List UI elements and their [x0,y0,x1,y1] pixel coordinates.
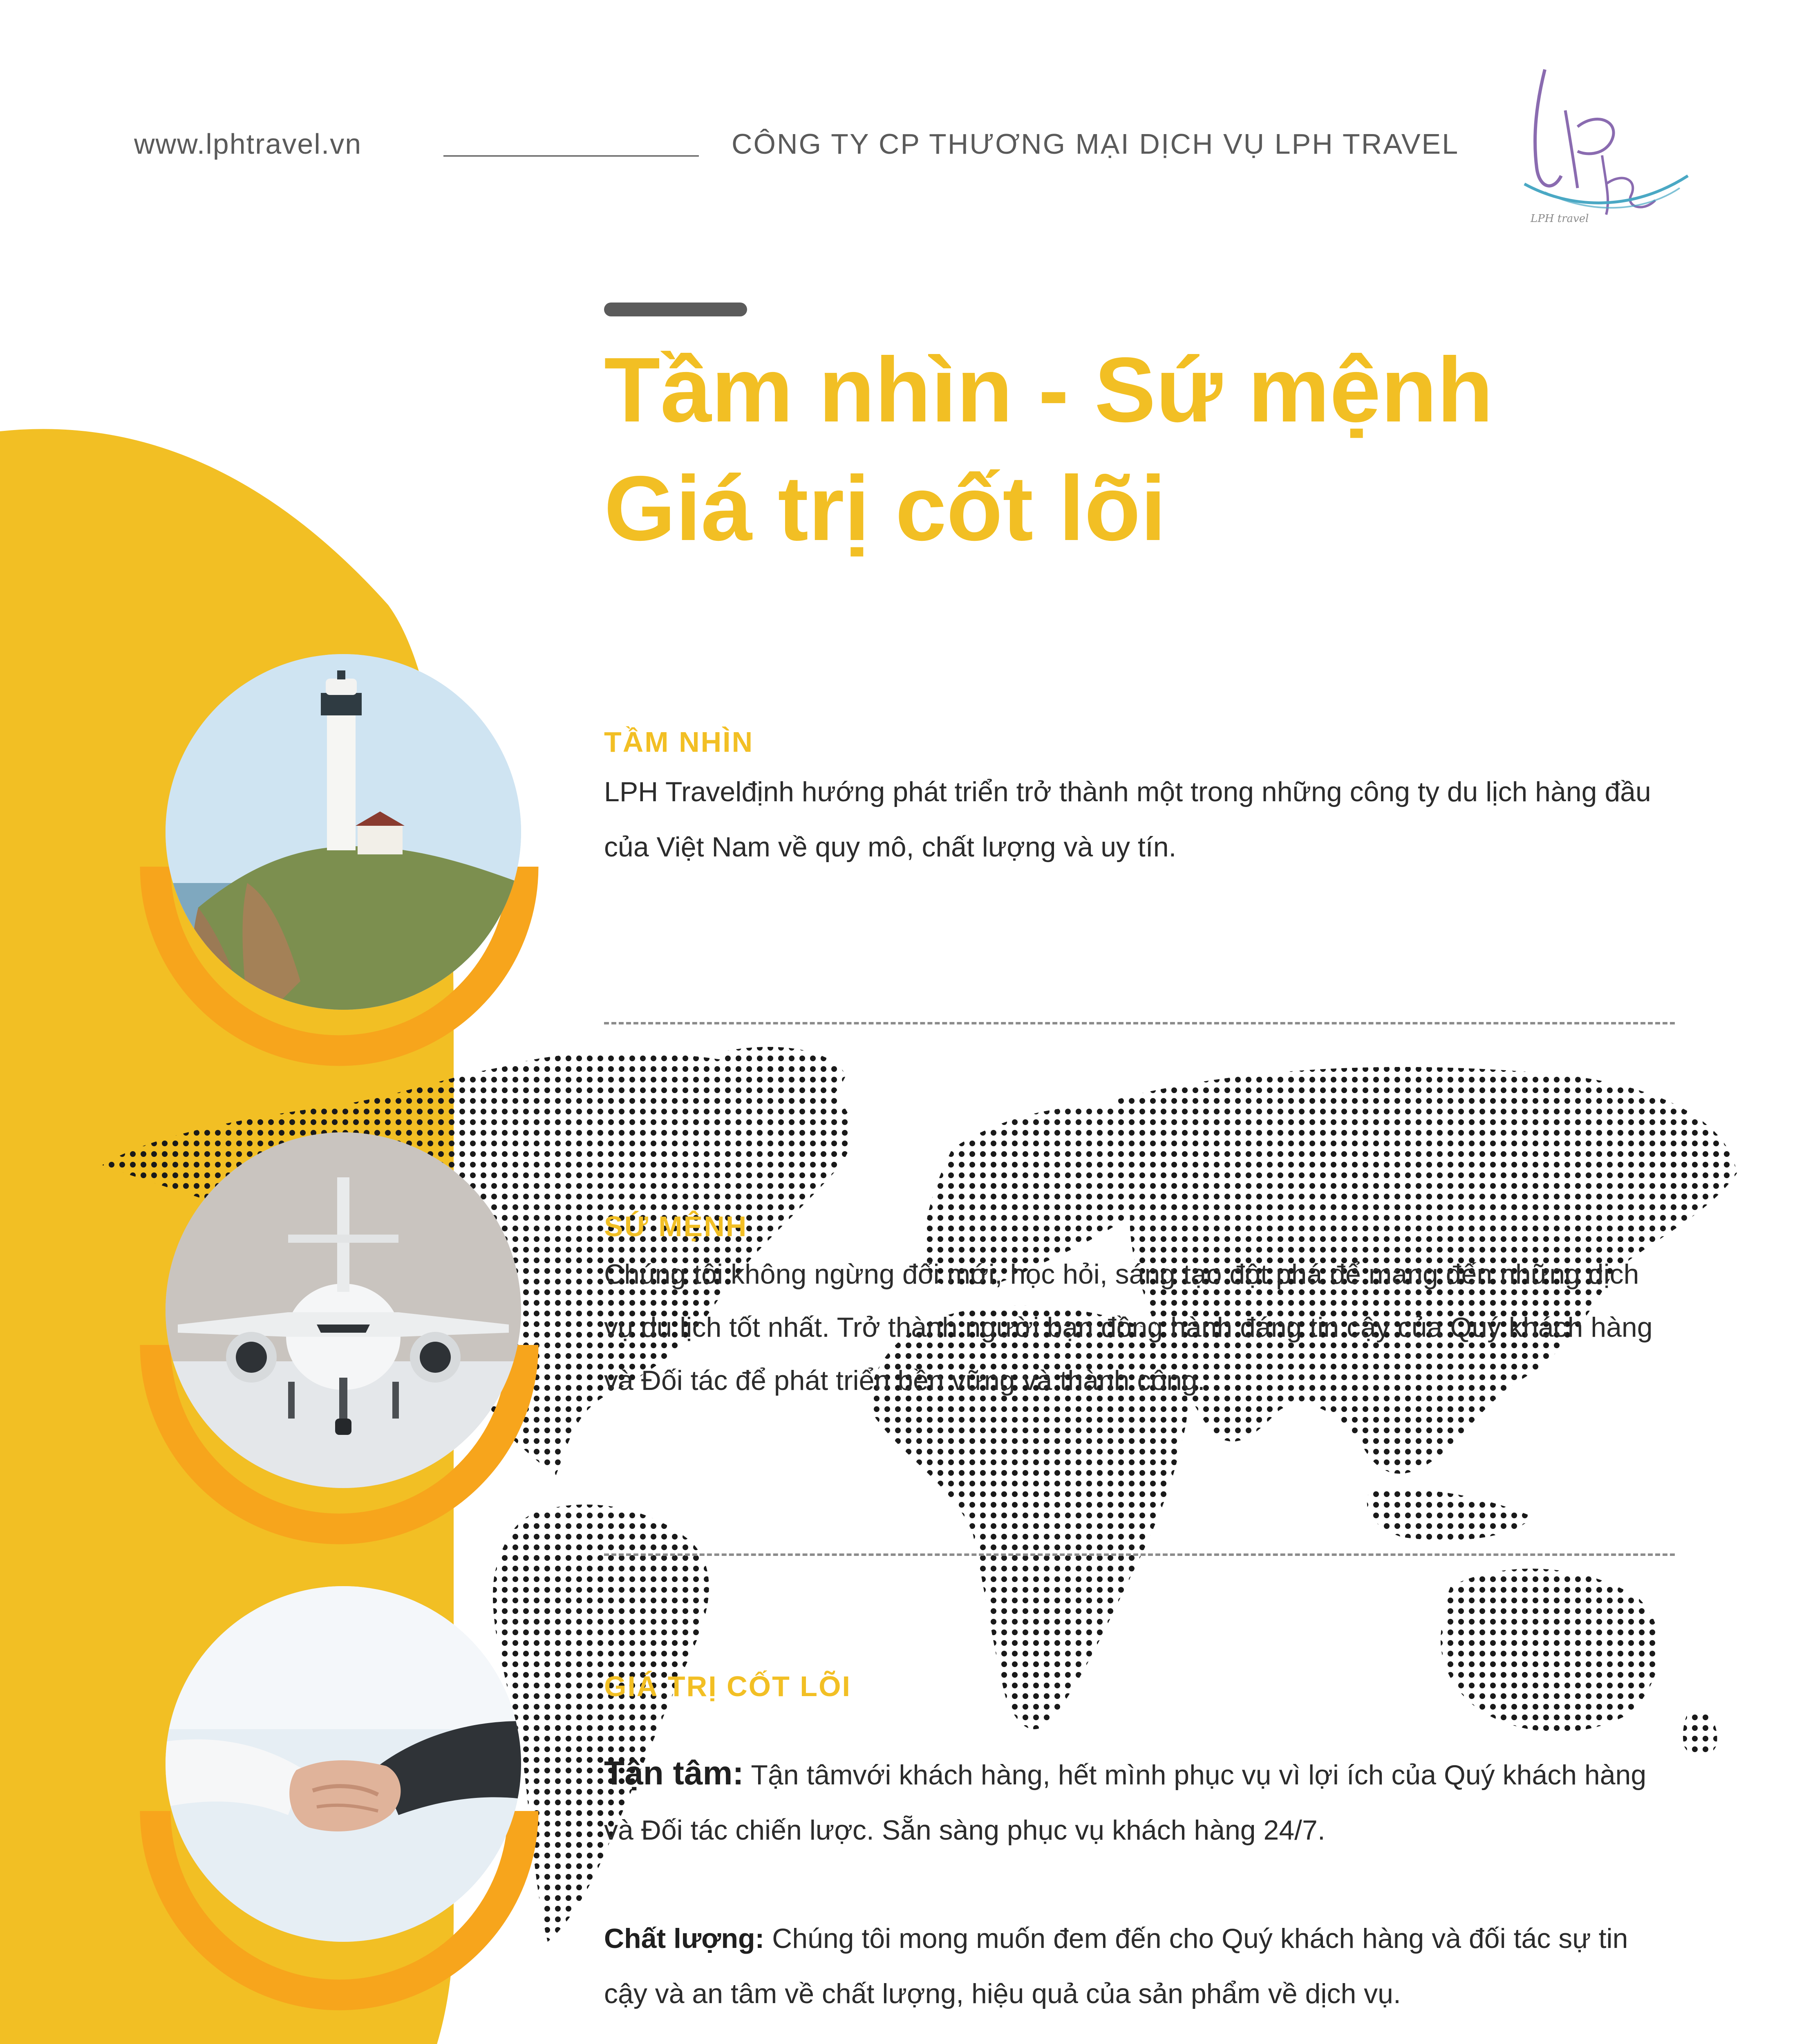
core-values-heading: GIÁ TRỊ CỐT LÕI [604,1670,851,1702]
mission-heading: SỨ MỆNH [604,1210,748,1242]
core-value-label-1: Tận tâm: [604,1755,744,1792]
vision-heading: TẦM NHÌN [604,726,754,758]
section-divider-2 [604,1553,1675,1556]
section-divider-1 [604,1022,1675,1024]
vision-text-line-2: của Việt Nam về quy mô, chất lượng và uy tín. [604,831,1177,863]
mission-text-line-1: Chúng tôi không ngừng đổi mới, học hỏi, sáng tạo đột phá để mang đến những dịch [604,1259,1639,1290]
handshake-photo-icon [166,1586,521,1942]
core-value-text-1-line-2: và Đối tác chiến lược. Sẵn sàng phục vụ khách hàng 24/7. [604,1815,1325,1846]
handshake-photo [166,1586,521,1942]
lighthouse-photo-icon [166,654,521,1010]
vision-text-line-1: LPH Travelđịnh hướng phát triển trở thành một trong những công ty du lịch hàng đầu [604,776,1651,807]
mission-text-line-2: vụ du lịch tốt nhất. Trở thành người bạn đồng hành đáng tin cậy của Quý khách hàng [604,1312,1653,1343]
core-value-row-1-line-1 [604,1746,1646,1803]
page-title-line-1: Tầm nhìn - Sứ mệnh [604,338,1493,441]
company-name: CÔNG TY CP THƯƠNG MẠI DỊCH VỤ LPH TRAVEL [732,128,1459,160]
title-accent-bar [604,303,747,316]
core-value-text-2-line-2: cậy và an tâm về chất lượng, hiệu quả của sản phẩm về dịch vụ. [604,1978,1401,2009]
mission-text-line-3: và Đối tác để phát triển bền vững và thành công. [604,1365,1205,1396]
core-value-label-2: Chất lượng: [604,1923,765,1954]
logo-caption: LPH travel [1531,213,1589,225]
airplane-photo-icon [166,1132,521,1488]
lph-logo-icon [1508,53,1696,229]
core-value-text-1-line-1: Tận tâmvới khách hàng, hết mình phục vụ vì lợi ích của Quý khách hàng [751,1759,1647,1791]
core-value-row-2-line-1 [604,1911,1628,1966]
core-value-text-2-line-1: Chúng tôi mong muốn đem đến cho Quý khách hàng và đối tác sự tin [772,1923,1628,1954]
lighthouse-photo [166,654,521,1010]
website-url[interactable]: www.lphtravel.vn [134,128,362,160]
page-title-line-2: Giá trị cốt lõi [604,457,1166,560]
header-divider [443,155,699,157]
airplane-photo [166,1132,521,1488]
